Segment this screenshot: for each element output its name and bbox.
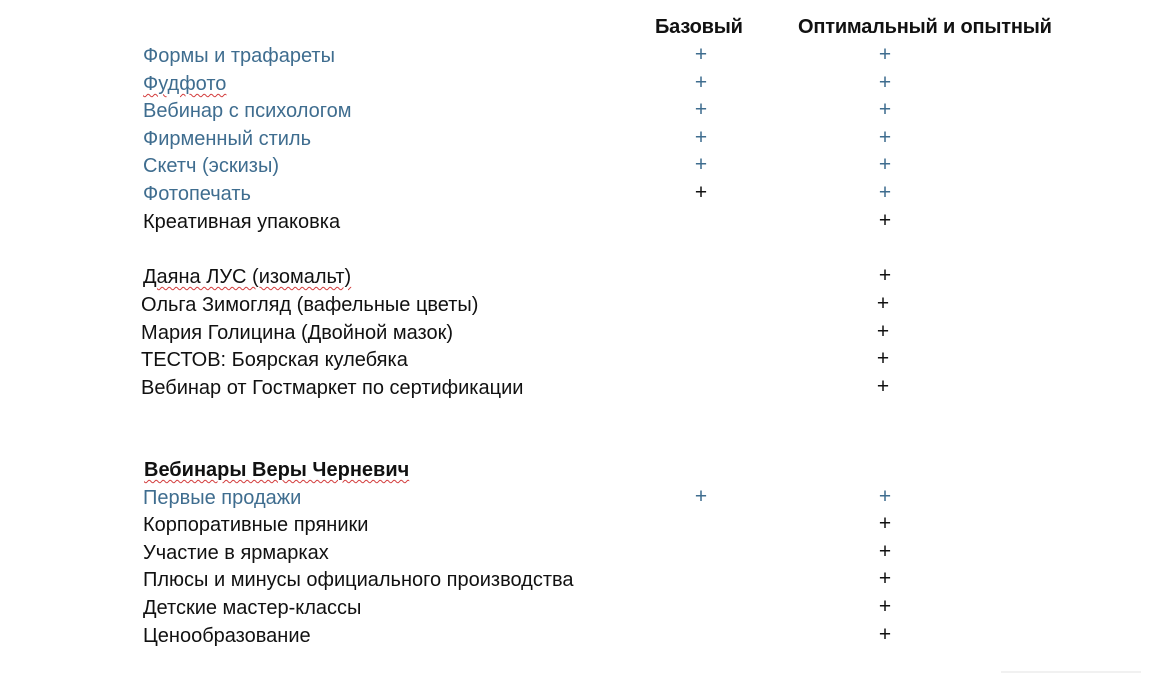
plus-mark-optimal: + — [876, 320, 890, 343]
plus-mark-optimal: + — [878, 485, 892, 508]
plus-mark-optimal: + — [878, 623, 892, 646]
plus-mark-basic: + — [694, 126, 708, 149]
row-label-official-production: Плюсы и минусы официального производства — [143, 569, 574, 591]
row-label-first-sales: Первые продажи — [143, 487, 302, 509]
table-row — [0, 622, 1153, 650]
table-row — [0, 511, 1153, 539]
table-row — [0, 97, 1153, 125]
row-label-kids-masterclasses: Детские мастер-классы — [143, 597, 362, 619]
plus-mark-optimal: + — [876, 347, 890, 370]
column-header-optimal: Оптимальный и опытный — [798, 16, 1052, 38]
row-label-dayana-lus: Даяна ЛУС (изомальт) — [143, 266, 352, 288]
table-row — [0, 291, 1153, 319]
plus-mark-optimal: + — [878, 98, 892, 121]
row-label-corporate-gingerbread: Корпоративные пряники — [143, 514, 369, 536]
table-row — [0, 70, 1153, 98]
table-row — [0, 594, 1153, 622]
plus-mark-basic: + — [694, 43, 708, 66]
table-row — [0, 263, 1153, 291]
row-label-foodphoto: Фудфото — [143, 73, 227, 95]
table-row — [0, 42, 1153, 70]
row-label-gostmarket-webinar: Вебинар от Гостмаркет по сертификации — [141, 377, 524, 399]
table-row — [0, 125, 1153, 153]
column-header-basic: Базовый — [655, 16, 743, 38]
plus-mark-optimal: + — [878, 595, 892, 618]
table-row — [0, 346, 1153, 374]
section-heading: Вебинары Веры Черневич — [144, 459, 410, 481]
table-row — [0, 539, 1153, 567]
plus-mark-optimal: + — [878, 540, 892, 563]
plus-mark-basic: + — [694, 153, 708, 176]
row-label-forms: Формы и трафареты — [143, 45, 335, 67]
table-row — [0, 208, 1153, 236]
plus-mark-optimal: + — [878, 126, 892, 149]
row-label-sketch: Скетч (эскизы) — [143, 155, 280, 177]
plus-mark-optimal: + — [876, 375, 890, 398]
row-label-maria-golitsina: Мария Голицина (Двойной мазок) — [141, 322, 453, 344]
plus-mark-basic: + — [694, 181, 708, 204]
plus-mark-optimal: + — [878, 512, 892, 535]
row-label-psychologist-webinar: Вебинар с психологом — [143, 100, 352, 122]
row-label-testov: ТЕСТОВ: Боярская кулебяка — [141, 349, 408, 371]
plus-mark-basic: + — [694, 71, 708, 94]
plus-mark-basic: + — [694, 98, 708, 121]
plus-mark-optimal: + — [878, 209, 892, 232]
plus-mark-optimal: + — [878, 264, 892, 287]
row-label-photoprint: Фотопечать — [143, 183, 251, 205]
plus-mark-optimal: + — [878, 567, 892, 590]
plus-mark-optimal: + — [878, 43, 892, 66]
plus-mark-optimal: + — [878, 153, 892, 176]
row-label-fairs: Участие в ярмарках — [143, 542, 329, 564]
table-row — [0, 374, 1153, 402]
section-heading-row — [0, 456, 1153, 484]
table-row — [0, 319, 1153, 347]
table-row — [0, 180, 1153, 208]
table-row — [0, 484, 1153, 512]
row-label-pricing: Ценообразование — [143, 625, 311, 647]
table-row — [0, 152, 1153, 180]
row-label-brand-style: Фирменный стиль — [143, 128, 311, 150]
plus-mark-optimal: + — [878, 181, 892, 204]
plus-mark-optimal: + — [876, 292, 890, 315]
row-label-creative-packaging: Креативная упаковка — [143, 211, 341, 233]
plus-mark-optimal: + — [878, 71, 892, 94]
plus-mark-basic: + — [694, 485, 708, 508]
row-label-olga-zimoglyad: Ольга Зимогляд (вафельные цветы) — [141, 294, 479, 316]
table-row — [0, 566, 1153, 594]
